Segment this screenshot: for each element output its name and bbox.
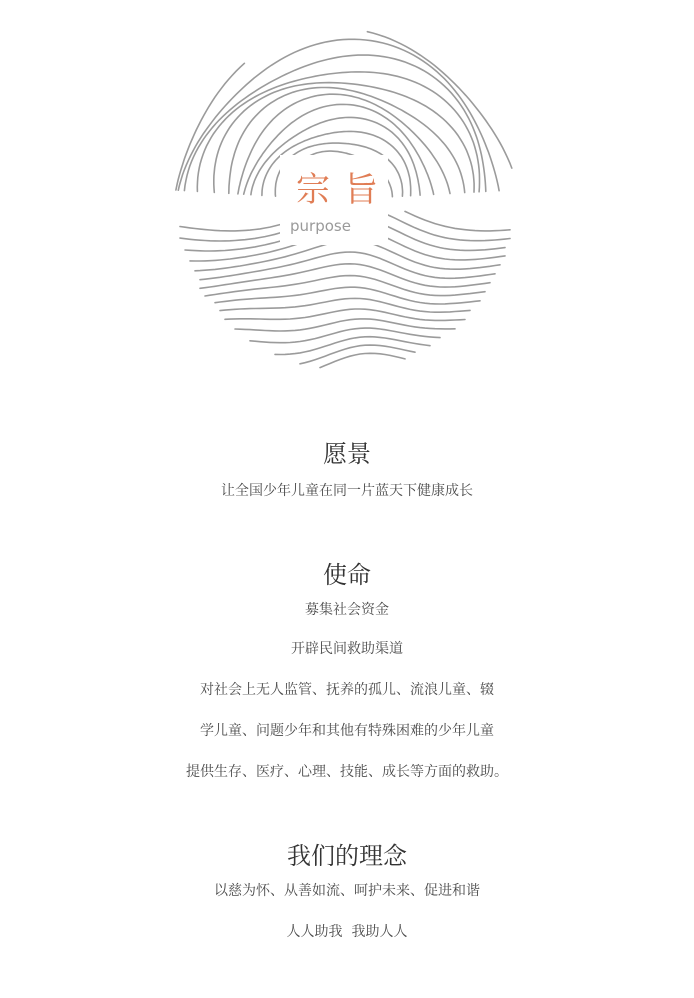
emblem-ridge (320, 353, 405, 367)
mission-line: 对社会上无人监管、抚养的孤儿、流浪儿童、辍 (200, 682, 494, 698)
philosophy-line: 以慈为怀、从善如流、呵护未来、促进和谐 (214, 883, 480, 899)
mission-heading: 使命 (323, 561, 371, 589)
emblem-ridge (275, 337, 430, 355)
purpose-subtitle: purpose (290, 217, 351, 235)
mission-line: 开辟民间救助渠道 (291, 641, 403, 657)
mission-line: 提供生存、医疗、心理、技能、成长等方面的救助。 (186, 764, 508, 780)
philosophy-heading: 我们的理念 (287, 842, 407, 870)
philosophy-line: 人人助我 我助人人 (286, 924, 408, 940)
emblem-ridge (235, 319, 455, 331)
vision-heading: 愿景 (323, 440, 371, 468)
purpose-title: 宗旨 (296, 170, 392, 210)
mission-line: 募集社会资金 (305, 602, 389, 618)
vision-text: 让全国少年儿童在同一片蓝天下健康成长 (221, 483, 473, 499)
mission-line: 学儿童、问题少年和其他有特殊困难的少年儿童 (200, 723, 494, 739)
emblem-ridge (225, 309, 465, 320)
